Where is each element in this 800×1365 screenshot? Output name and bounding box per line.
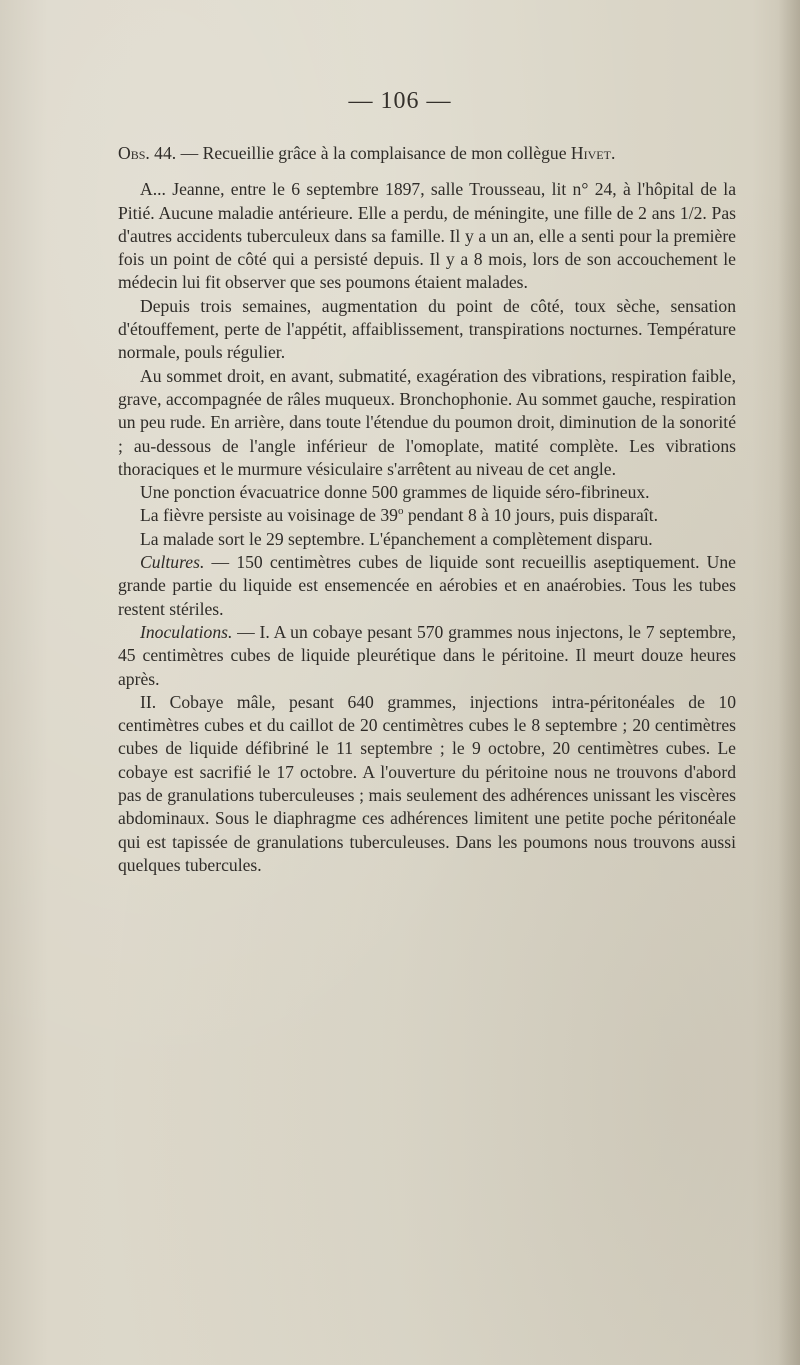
- inoculations-label: Inoculations.: [140, 621, 233, 642]
- paragraph-examination: Au sommet droit, en avant, submatité, exagération des vibrations, respiration faible, grave, accompagnée de râles muqueux. Bronchophonie. Au sommet gauche, respiration un peu rude. En arrière, dans toute l'étendue du poumon droit, diminution de la sonorité ; au-dessous de l'angle inférieur de l'omoplate, matité complète. Les vibrations thoraciques et le murmure vésiculaire s'arrêtent au niveau de cet angle.: [118, 365, 736, 479]
- cultures-label: Cultures.: [140, 552, 205, 573]
- inoculations-text: — I. A un cobaye pesant 570 grammes nous injectons, le 7 septembre, 45 centimètres cubes de liquide pleurétique dans le péritoine. Il meurt douze heures après.: [118, 621, 736, 689]
- paragraph-history: A... Jeanne, entre le 6 septembre 1897, salle Trousseau, lit n° 24, à l'hôpital de la Pitié. Aucune maladie antérieure. Elle a perdu, de méningite, une fille de 2 ans 1/2. Pas d'autres accidents tuberculeux dans sa famille. Il y a un an, elle a senti pour la première fois un point de côté qui a persisté depuis. Il y a 8 mois, lors de son accouchement le médecin lui fit observer que ses poumons étaient malades.: [118, 179, 736, 293]
- fever-text-after: pendant 8 à 10 jours, puis disparaît.: [403, 505, 659, 526]
- page-number: — 106 —: [348, 88, 452, 114]
- fever-text-before: La fièvre persiste au voisinage de 39: [140, 505, 398, 526]
- paragraph-cultures: [118, 551, 736, 621]
- observation-title: — Recueillie grâce à la complaisance de mon collègue: [180, 143, 567, 163]
- paragraph-second-guinea-pig: II. Cobaye mâle, pesant 640 grammes, injections intra-péritonéales de 10 centimètres cubes et du caillot de 20 centimètres cubes le 8 septembre ; 20 centimètres cubes de liquide défibriné le 11 septembre ; le 9 octobre, 20 centimètres cubes. Le cobaye est sacrifié le 17 octobre. A l'ouverture du péritoine nous ne trouvons d'abord pas de granulations tuberculeuses ; mais seulement des adhérences unissant les viscères abdominaux. Sous le diaphragme ces adhérences limitent une petite poche péritonéale qui est tapissée de granulations tuberculeuses. Dans les poumons nous trouvons aussi quelques tubercules.: [118, 691, 736, 875]
- paragraph-puncture: Une ponction évacuatrice donne 500 grammes de liquide séro-fibrineux.: [140, 482, 650, 503]
- paragraph-inoculations: [118, 621, 736, 691]
- observation-label: Obs. 44.: [118, 143, 177, 163]
- colleague-name: Hivet.: [570, 143, 616, 163]
- observation-heading: [118, 142, 736, 165]
- paragraph-fever: [118, 504, 736, 527]
- paragraph-discharge: La malade sort le 29 septembre. L'épanchement a complètement disparu.: [140, 528, 653, 549]
- degree-sign: o: [397, 505, 404, 518]
- page-edge-shadow: [778, 0, 800, 1365]
- body-text: [118, 142, 736, 877]
- cultures-text: — 150 centimètres cubes de liquide sont recueillis aseptiquement. Une grande partie du liquide est ensemencée en aérobies et en anaérobies. Tous les tubes restent stériles.: [118, 552, 736, 619]
- paragraph-symptoms: Depuis trois semaines, augmentation du point de côté, toux sèche, sensation d'étouffement, perte de l'appétit, affaiblissement, transpirations nocturnes. Température normale, pouls régulier.: [118, 295, 736, 363]
